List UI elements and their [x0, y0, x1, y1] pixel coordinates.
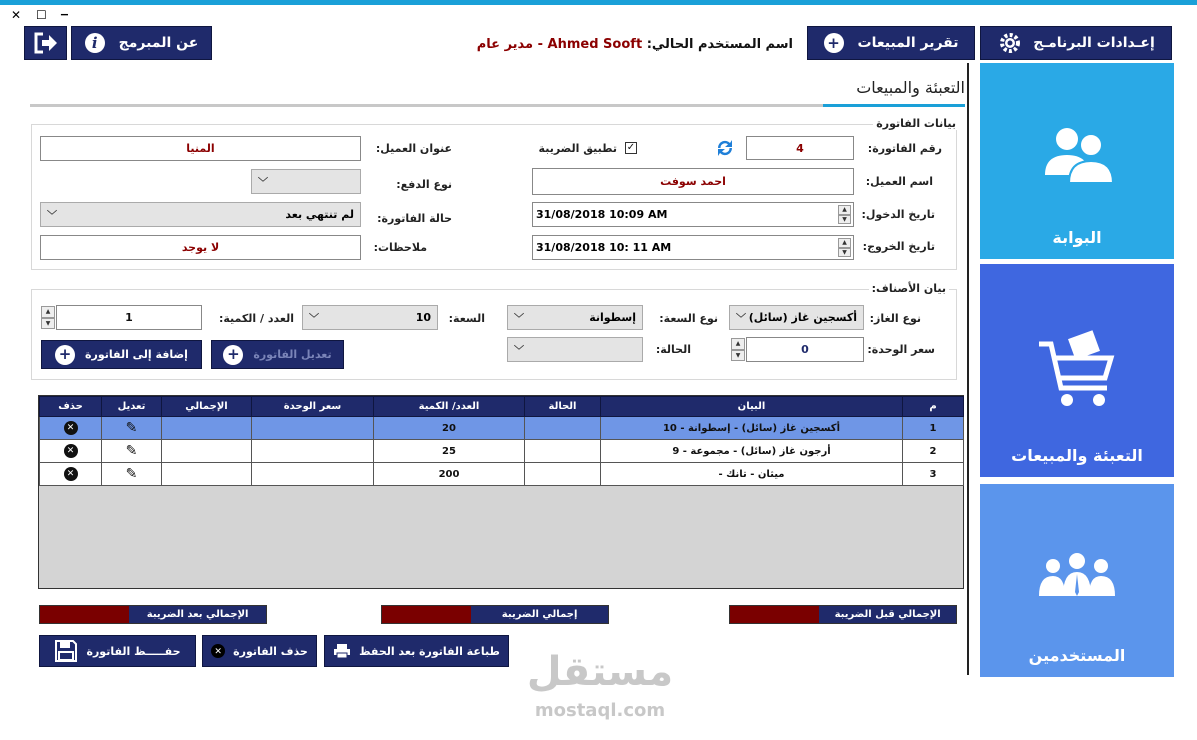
invoice-number-label: رقم الفاتورة: — [867, 142, 942, 155]
delete-icon[interactable]: ✕ — [64, 421, 78, 435]
plus-circle-icon: + — [824, 33, 844, 53]
table-row[interactable] — [40, 417, 964, 440]
current-user-line — [477, 37, 793, 52]
unit-price-field[interactable]: 0 — [746, 337, 864, 362]
maximize-window-icon[interactable]: ☐ — [36, 8, 47, 22]
title-divider — [30, 104, 823, 107]
team-icon — [1039, 552, 1115, 602]
row-num: 1 — [903, 417, 964, 440]
capacity-type-select[interactable] — [507, 305, 643, 330]
edit-invoice-button[interactable] — [211, 340, 344, 369]
row-status — [525, 417, 601, 440]
row-desc: أكسجين غاز (سائل) - إسطوانة - 10 — [601, 417, 903, 440]
entry-date-label: تاريخ الدخول: — [861, 208, 935, 221]
quantity-field[interactable]: 1 — [56, 305, 202, 330]
save-invoice-button[interactable] — [39, 635, 196, 667]
exit-date-value: 31/08/2018 10: 11 AM — [536, 241, 672, 254]
items-legend: بيان الأصناف: — [869, 282, 949, 295]
sales-report-button[interactable] — [807, 26, 975, 60]
total-after-tax — [39, 605, 267, 624]
row-qty: 200 — [374, 463, 525, 486]
refresh-icon[interactable] — [714, 137, 736, 159]
customer-address-label: عنوان العميل: — [375, 142, 452, 155]
delete-invoice-label: حذف الفاتورة — [233, 644, 308, 658]
edit-icon[interactable]: ✎ — [125, 443, 138, 459]
apply-tax-checkbox[interactable]: ✓ — [626, 142, 636, 153]
col-header-edit[interactable]: تعديل — [102, 397, 162, 417]
table-row[interactable] — [40, 463, 964, 486]
invoice-status-select[interactable] — [40, 202, 361, 227]
users-icon — [1041, 123, 1113, 183]
edit-icon[interactable]: ✎ — [125, 420, 138, 436]
gas-type-label: نوع الغاز: — [869, 312, 921, 325]
exit-date-field[interactable] — [532, 235, 854, 260]
total-before-tax — [729, 605, 957, 624]
row-total — [162, 417, 252, 440]
about-programmer-label: عن المبرمج — [118, 35, 199, 51]
sidebar-item-users-label: المستخدمين — [1028, 646, 1126, 665]
tax-total-label: إجمالي الضريبة — [471, 606, 608, 623]
entry-date-spinner[interactable]: ▲ ▼ — [838, 205, 851, 224]
delete-circle-icon: ✕ — [211, 644, 225, 658]
capacity-type-label: نوع السعة: — [659, 312, 718, 325]
row-desc: ميثان - تانك - — [601, 463, 903, 486]
customer-address-field[interactable]: المنيا — [40, 136, 361, 161]
sidebar-separator — [967, 63, 969, 675]
row-status — [525, 463, 601, 486]
items-table — [39, 396, 964, 486]
plus-circle-icon: + — [55, 345, 75, 365]
chevron-down-icon: ﹀ — [514, 314, 524, 325]
current-user-value: Ahmed Sooft - مدير عام — [476, 37, 643, 52]
gear-icon — [997, 30, 1023, 56]
col-header-unit-price[interactable]: سعر الوحدة — [252, 397, 374, 417]
col-header-delete[interactable]: حذف — [40, 397, 102, 417]
payment-type-label: نوع الدفع: — [396, 178, 452, 191]
watermark-url: mostaql.com — [534, 700, 666, 721]
sidebar-item-portal-label: البوابة — [1052, 228, 1102, 247]
row-num: 2 — [903, 440, 964, 463]
row-desc: أرجون غاز (سائل) - مجموعة - 9 — [601, 440, 903, 463]
customer-name-label: اسم العميل: — [865, 175, 933, 188]
add-to-invoice-label: إضافة إلى الفاتورة — [85, 348, 188, 361]
exit-icon — [33, 32, 59, 54]
gas-type-select[interactable] — [729, 305, 864, 330]
capacity-type-value: إسطوانة — [589, 311, 636, 324]
table-row[interactable] — [40, 440, 964, 463]
sidebar-item-users[interactable] — [980, 484, 1174, 677]
capacity-label: السعة: — [448, 312, 485, 325]
close-window-icon[interactable]: ✕ — [11, 8, 22, 22]
total-after-tax-label: الإجمالي بعد الضريبة — [129, 606, 266, 623]
chevron-down-icon: ﹀ — [309, 314, 319, 325]
col-header-status[interactable]: الحالة — [525, 397, 601, 417]
chevron-down-icon: ﹀ — [514, 346, 524, 357]
settings-button[interactable] — [980, 26, 1172, 60]
quantity-label: العدد / الكمية: — [218, 312, 294, 325]
total-before-tax-value — [730, 606, 819, 623]
print-invoice-label: طباعة الفاتورة بعد الحفظ — [359, 644, 500, 658]
current-user-label: اسم المستخدم الحالي: — [646, 37, 793, 52]
page-title: التعبئة والمبيعات — [856, 78, 965, 97]
about-programmer-button[interactable] — [71, 26, 212, 60]
total-after-tax-value — [40, 606, 129, 623]
table-header-row — [40, 397, 964, 417]
col-header-total[interactable]: الإجمالي — [162, 397, 252, 417]
title-bar-strip — [0, 0, 1197, 5]
status-select[interactable] — [507, 337, 643, 362]
edit-icon[interactable]: ✎ — [125, 466, 138, 482]
row-total — [162, 440, 252, 463]
cart-icon — [1037, 330, 1117, 412]
col-header-desc[interactable]: البيان — [601, 397, 903, 417]
plus-circle-icon: + — [223, 345, 243, 365]
title-divider-accent — [823, 104, 965, 107]
status-label: الحالة: — [655, 343, 691, 356]
row-num: 3 — [903, 463, 964, 486]
add-to-invoice-button[interactable] — [41, 340, 202, 369]
minimize-window-icon[interactable]: ▁ — [61, 6, 68, 16]
items-grid — [38, 395, 964, 589]
notes-label: ملاحظات: — [373, 241, 427, 254]
chevron-down-icon: ﹀ — [47, 211, 57, 222]
payment-type-select[interactable] — [251, 169, 361, 194]
col-header-num[interactable]: م — [903, 397, 964, 417]
unit-price-label: سعر الوحدة: — [867, 343, 935, 356]
capacity-value: 10 — [415, 311, 431, 324]
save-invoice-label: حفـــــظ الفاتورة — [86, 644, 181, 658]
row-qty: 25 — [374, 440, 525, 463]
chevron-down-icon: ﹀ — [258, 178, 268, 189]
notes-field[interactable]: لا يوجد — [40, 235, 361, 260]
exit-date-label: تاريخ الخروج: — [862, 240, 935, 253]
watermark-logo: مستقل — [526, 649, 674, 695]
exit-button[interactable] — [24, 26, 67, 60]
sidebar-item-portal[interactable] — [980, 63, 1174, 259]
delete-icon[interactable]: ✕ — [64, 467, 78, 481]
row-status — [525, 440, 601, 463]
gas-type-value: أكسجين غاز (سائل) — [748, 311, 857, 324]
apply-tax-label: تطبيق الضريبة — [538, 142, 617, 155]
delete-invoice-button[interactable] — [202, 635, 317, 667]
col-header-qty[interactable]: العدد/ الكمية — [374, 397, 525, 417]
unit-price-spinner[interactable]: ▲ ▼ — [731, 338, 745, 361]
info-icon: i — [85, 33, 105, 53]
chevron-down-icon: ﹀ — [736, 314, 746, 325]
tax-total-value — [382, 606, 471, 623]
quantity-spinner[interactable]: ▲ ▼ — [41, 306, 55, 329]
tax-total — [381, 605, 609, 624]
capacity-select[interactable] — [302, 305, 438, 330]
invoice-status-label: حالة الفاتورة: — [377, 212, 452, 225]
edit-invoice-label: تعديل الفاتورة — [253, 348, 332, 361]
printer-icon — [333, 643, 351, 659]
floppy-disk-icon — [54, 639, 78, 663]
settings-button-label: إعـدادات البرنامـج — [1033, 35, 1155, 51]
row-qty: 20 — [374, 417, 525, 440]
row-unit-price — [252, 417, 374, 440]
row-unit-price — [252, 463, 374, 486]
row-unit-price — [252, 440, 374, 463]
exit-date-spinner[interactable]: ▲ ▼ — [838, 238, 851, 257]
entry-date-value: 31/08/2018 10:09 AM — [536, 208, 668, 221]
delete-icon[interactable]: ✕ — [64, 444, 78, 458]
print-invoice-button[interactable] — [324, 635, 509, 667]
invoice-status-value: لم تنتهي بعد — [285, 208, 354, 221]
entry-date-field[interactable] — [532, 202, 854, 227]
invoice-number-field[interactable]: 4 — [746, 136, 854, 160]
sales-report-label: تقرير المبيعات — [857, 35, 959, 51]
invoice-data-legend: بيانات الفاتورة — [873, 117, 959, 130]
sidebar-item-sales[interactable] — [980, 264, 1174, 477]
sidebar-item-sales-label: التعبئة والمبيعات — [1011, 446, 1143, 465]
customer-name-field[interactable]: احمد سوفت — [532, 168, 854, 195]
total-before-tax-label: الإجمالي قبل الضريبة — [819, 606, 956, 623]
row-total — [162, 463, 252, 486]
